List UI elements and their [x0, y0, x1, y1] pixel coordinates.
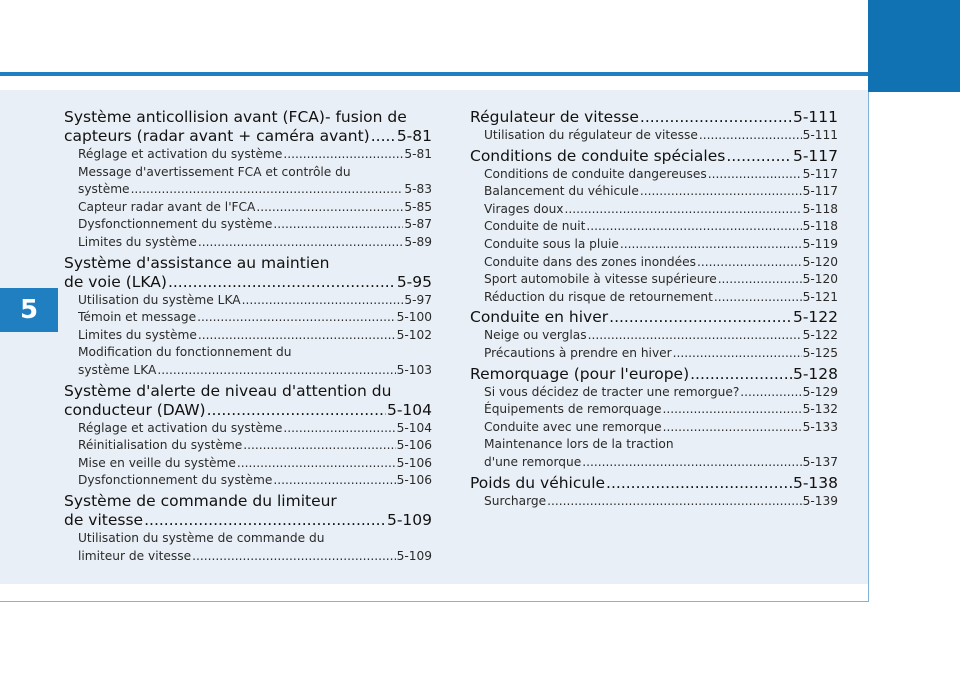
toc-item-leader-row: [484, 384, 838, 402]
section-heading-leader-row: [470, 108, 838, 127]
page-number: 5-119: [802, 236, 838, 251]
toc-section: [64, 492, 432, 565]
toc-item-leader-row: [484, 183, 838, 201]
dot-leader: [144, 511, 386, 530]
page-number: 5-87: [404, 217, 432, 232]
toc-item-leader-row: [78, 309, 432, 327]
section-heading[interactable]: [64, 382, 432, 420]
toc-item[interactable]: [470, 289, 838, 307]
page-number: 5-106: [396, 438, 432, 453]
toc-item-title-line: Réglage et activation du système: [78, 420, 283, 435]
dot-leader: [714, 289, 802, 307]
toc-item-title-line: Virages doux: [484, 201, 564, 216]
section-heading-title-line: Conditions de conduite spéciales: [470, 146, 726, 165]
toc-item-leader-row: [78, 437, 432, 455]
dot-leader: [157, 362, 395, 380]
dot-leader: [242, 292, 404, 310]
dot-leader: [582, 454, 801, 472]
page-number: 5-106: [396, 455, 432, 470]
toc-item[interactable]: [470, 218, 838, 236]
toc-item[interactable]: [64, 327, 432, 345]
toc-item-leader-row: [484, 236, 838, 254]
toc-item-title-line: système: [78, 182, 130, 197]
dot-leader: [740, 384, 801, 402]
toc-item-title-line: Maintenance lors de la traction: [484, 437, 674, 452]
toc-section: [64, 108, 432, 252]
dot-leader: [588, 327, 802, 345]
toc-section: [64, 254, 432, 380]
toc-item-leader-row: [484, 401, 838, 419]
dot-leader: [243, 437, 395, 455]
toc-item-title-line: Conditions de conduite dangereuses: [484, 166, 707, 181]
toc-item-title-line: Surcharge: [484, 493, 547, 508]
section-heading-title-line: conducteur (DAW): [64, 400, 206, 419]
toc-item-leader-row: [484, 345, 838, 363]
dot-leader: [197, 309, 395, 327]
toc-item-leader-row: [78, 362, 432, 380]
section-heading-leader-row: [64, 511, 432, 530]
dot-leader: [708, 166, 802, 184]
dot-leader: [718, 271, 802, 289]
toc-item-title-line: d'une remorque: [484, 454, 582, 469]
toc-item-leader-row: [78, 216, 432, 234]
toc-item[interactable]: [470, 401, 838, 419]
dot-leader: [168, 273, 396, 292]
toc-item-title-line: Modification du fonctionnement du: [78, 345, 292, 360]
section-heading-leader-row: [470, 308, 838, 327]
page-number: 5-104: [396, 420, 432, 435]
toc-item[interactable]: [470, 419, 838, 437]
toc-item[interactable]: [470, 436, 838, 471]
dot-leader: [192, 548, 395, 566]
chapter-corner-block: [868, 0, 960, 92]
toc-item-leader-row: [484, 201, 838, 219]
dot-leader: [371, 127, 396, 146]
toc-item-title-line: Conduite avec une remorque: [484, 419, 662, 434]
page-number: 5-111: [792, 108, 838, 126]
toc-item-leader-row: [484, 327, 838, 345]
dot-leader: [663, 401, 802, 419]
toc-item-leader-row: [484, 271, 838, 289]
section-heading[interactable]: [470, 147, 838, 166]
toc-item-title-line: Témoin et message: [78, 310, 197, 325]
toc-item-leader-row: [484, 419, 838, 437]
toc-item-title-line: Utilisation du système LKA: [78, 292, 241, 307]
dot-leader: [283, 146, 403, 164]
toc-item[interactable]: [470, 493, 838, 511]
page-number: 5-122: [802, 328, 838, 343]
dot-leader: [565, 201, 802, 219]
toc-item[interactable]: [64, 309, 432, 327]
toc-item-leader-row: [78, 181, 432, 199]
toc-item-title-line: Capteur radar avant de l'FCA: [78, 199, 256, 214]
toc-item-title-line: limiteur de vitesse: [78, 548, 192, 563]
toc-item-leader-row: [78, 327, 432, 345]
page-number: 5-137: [802, 454, 838, 469]
page-number: 5-118: [802, 201, 838, 216]
toc-item[interactable]: [470, 384, 838, 402]
toc-item-leader-row: [78, 234, 432, 252]
dot-leader: [207, 401, 386, 420]
section-heading[interactable]: [470, 365, 838, 384]
toc-left-column: [64, 106, 432, 565]
toc-item[interactable]: [64, 455, 432, 473]
dot-leader: [586, 218, 801, 236]
dot-leader: [620, 236, 802, 254]
section-heading-title-line: de vitesse: [64, 510, 144, 529]
section-heading-title-line: Conduite en hiver: [470, 308, 609, 327]
toc-section: [470, 308, 838, 362]
page-number: 5-109: [386, 510, 432, 529]
toc-item-leader-row: [78, 199, 432, 217]
dot-leader: [273, 216, 403, 234]
page-number: 5-111: [802, 128, 838, 142]
toc-item-title-line: Conduite sous la pluie: [484, 236, 619, 251]
right-divider: [868, 92, 869, 602]
toc-item[interactable]: [64, 199, 432, 217]
toc-item-title-line: Neige ou verglas: [484, 328, 587, 343]
toc-section: [470, 147, 838, 307]
section-heading[interactable]: [64, 254, 432, 292]
page-number: 5-89: [404, 234, 432, 249]
toc-item[interactable]: [470, 254, 838, 272]
page-number: 5-83: [404, 182, 432, 197]
page-number: 5-109: [396, 548, 432, 563]
toc-item-title-line: Limites du système: [78, 234, 197, 249]
toc-item-leader-row: [484, 493, 838, 511]
toc-item-leader-row: [484, 289, 838, 307]
dot-leader: [699, 127, 802, 145]
toc-item-title-line: Sport automobile à vitesse supérieure: [484, 272, 717, 287]
toc-item-title-line: Si vous décidez de tracter une remorgue?: [484, 384, 740, 399]
toc-item-leader-row: [78, 146, 432, 164]
page-number: 5-104: [386, 400, 432, 419]
section-heading-title-line: Système d'assistance au maintien: [64, 253, 330, 272]
dot-leader: [726, 147, 792, 166]
page-number: 5-138: [792, 473, 838, 492]
toc-item[interactable]: [470, 236, 838, 254]
toc-item[interactable]: [470, 166, 838, 184]
page-number: 5-117: [792, 146, 838, 165]
section-heading-leader-row: [470, 365, 838, 384]
toc-item-title-line: Utilisation du système de commande du: [78, 530, 325, 545]
page-number: 5-121: [802, 289, 838, 304]
toc-item-leader-row: [484, 166, 838, 184]
toc-item[interactable]: [470, 201, 838, 219]
section-heading-title-line: Système de commande du limiteur: [64, 491, 337, 510]
toc-item-leader-row: [78, 292, 432, 310]
toc-item-leader-row: [78, 472, 432, 490]
toc-item[interactable]: [64, 216, 432, 234]
section-heading-title-line: de voie (LKA): [64, 272, 167, 291]
toc-item-title-line: Réglage et activation du système: [78, 147, 283, 161]
toc-right-column: [470, 106, 838, 510]
dot-leader: [547, 493, 801, 511]
section-heading-leader-row: [64, 127, 432, 146]
toc-item-title-line: Précautions à prendre en hiver: [484, 345, 672, 360]
toc-section: [64, 382, 432, 490]
section-heading-title-line: capteurs (radar avant + caméra avant): [64, 127, 370, 145]
toc-section: [470, 365, 838, 472]
page-number: 5-122: [792, 308, 838, 327]
section-heading[interactable]: [64, 492, 432, 530]
dot-leader: [609, 308, 792, 327]
toc-section: [470, 474, 838, 511]
toc-item-title-line: Mise en veille du système: [78, 455, 236, 470]
toc-item-title-line: Réduction du risque de retournement: [484, 289, 713, 304]
toc-section: [470, 108, 838, 145]
page-number: 5-132: [802, 402, 838, 417]
toc-item-leader-row: [78, 455, 432, 473]
toc-item[interactable]: [470, 127, 838, 145]
toc-item-title-line: Conduite de nuit: [484, 219, 586, 234]
page-number: 5-100: [396, 310, 432, 325]
section-heading-leader-row: [64, 273, 432, 292]
section-heading-title-line: Remorquage (pour l'europe): [470, 364, 690, 383]
toc-item-leader-row: [484, 218, 838, 236]
page-number: 5-95: [396, 272, 432, 291]
toc-item-title-line: Utilisation du régulateur de vitesse: [484, 128, 698, 142]
toc-item[interactable]: [470, 183, 838, 201]
toc-item-title-line: Dysfonctionnement du système: [78, 473, 273, 488]
dot-leader: [663, 419, 802, 437]
toc-item[interactable]: [64, 292, 432, 310]
section-heading-title-line: Système d'alerte de niveau d'attention du: [64, 381, 392, 400]
toc-item[interactable]: [470, 345, 838, 363]
toc-item-leader-row: [484, 254, 838, 272]
toc-item[interactable]: [64, 472, 432, 490]
toc-item-title-line: Balancement du véhicule: [484, 184, 639, 199]
toc-item-title-line: système LKA: [78, 362, 157, 377]
page-number: 5-120: [802, 254, 838, 269]
toc-item-title-line: Dysfonctionnement du système: [78, 217, 273, 232]
toc-item-leader-row: [78, 420, 432, 438]
page-number: 5-139: [802, 493, 838, 508]
toc-item-leader-row: [78, 548, 432, 566]
section-heading[interactable]: [64, 108, 432, 146]
header-rule: [0, 72, 868, 76]
toc-item[interactable]: [64, 344, 432, 379]
page-number: 5-120: [802, 272, 838, 287]
page-number: 5-102: [396, 327, 432, 342]
dot-leader: [697, 254, 802, 272]
footer-rule: [0, 601, 868, 602]
toc-item[interactable]: [64, 234, 432, 252]
section-heading-title-line: Poids du véhicule: [470, 473, 606, 492]
page-number: 5-129: [802, 384, 838, 399]
section-heading[interactable]: [470, 308, 838, 327]
toc-item[interactable]: [470, 327, 838, 345]
dot-leader: [606, 474, 792, 493]
page-number: 5-103: [396, 362, 432, 377]
toc-item[interactable]: [470, 271, 838, 289]
page-number: 5-128: [792, 364, 838, 383]
dot-leader: [273, 472, 395, 490]
dot-leader: [131, 181, 404, 199]
section-heading-leader-row: [470, 474, 838, 493]
dot-leader: [198, 234, 404, 252]
page-number: 5-81: [404, 147, 432, 161]
section-heading[interactable]: [470, 474, 838, 493]
page-number: 5-125: [802, 345, 838, 360]
toc-item-title-line: Équipements de remorquage: [484, 402, 662, 417]
dot-leader: [640, 108, 792, 127]
dot-leader: [237, 455, 396, 473]
dot-leader: [690, 365, 792, 384]
toc-item-leader-row: [484, 454, 838, 472]
dot-leader: [640, 183, 802, 201]
dot-leader: [256, 199, 403, 217]
toc-item-title-line: Conduite dans des zones inondées: [484, 254, 696, 269]
dot-leader: [673, 345, 802, 363]
toc-item-title-line: Message d'avertissement FCA et contrôle du: [78, 164, 351, 179]
toc-item-leader-row: [484, 127, 838, 145]
toc-item[interactable]: [64, 530, 432, 565]
dot-leader: [283, 420, 395, 438]
page-number: 5-117: [802, 184, 838, 199]
page-number: 5-117: [802, 166, 838, 181]
toc-item-title-line: Limites du système: [78, 327, 197, 342]
section-heading-title-line: Système anticollision avant (FCA)- fusion de: [64, 108, 407, 126]
page-number: 5-85: [404, 199, 432, 214]
page-number: 5-97: [404, 292, 432, 307]
toc-item[interactable]: [64, 146, 432, 164]
page-number: 5-106: [396, 473, 432, 488]
toc-item[interactable]: [64, 420, 432, 438]
toc-item[interactable]: [64, 164, 432, 199]
section-heading-title-line: Régulateur de vitesse: [470, 108, 639, 126]
dot-leader: [198, 327, 396, 345]
chapter-tab: 5: [0, 288, 58, 332]
toc-item-title-line: Réinitialisation du système: [78, 438, 243, 453]
page-number: 5-133: [802, 419, 838, 434]
page-number: 5-118: [802, 219, 838, 234]
page-number: 5-81: [396, 127, 432, 145]
section-heading-leader-row: [64, 401, 432, 420]
section-heading[interactable]: [470, 108, 838, 127]
section-heading-leader-row: [470, 147, 838, 166]
toc-item[interactable]: [64, 437, 432, 455]
